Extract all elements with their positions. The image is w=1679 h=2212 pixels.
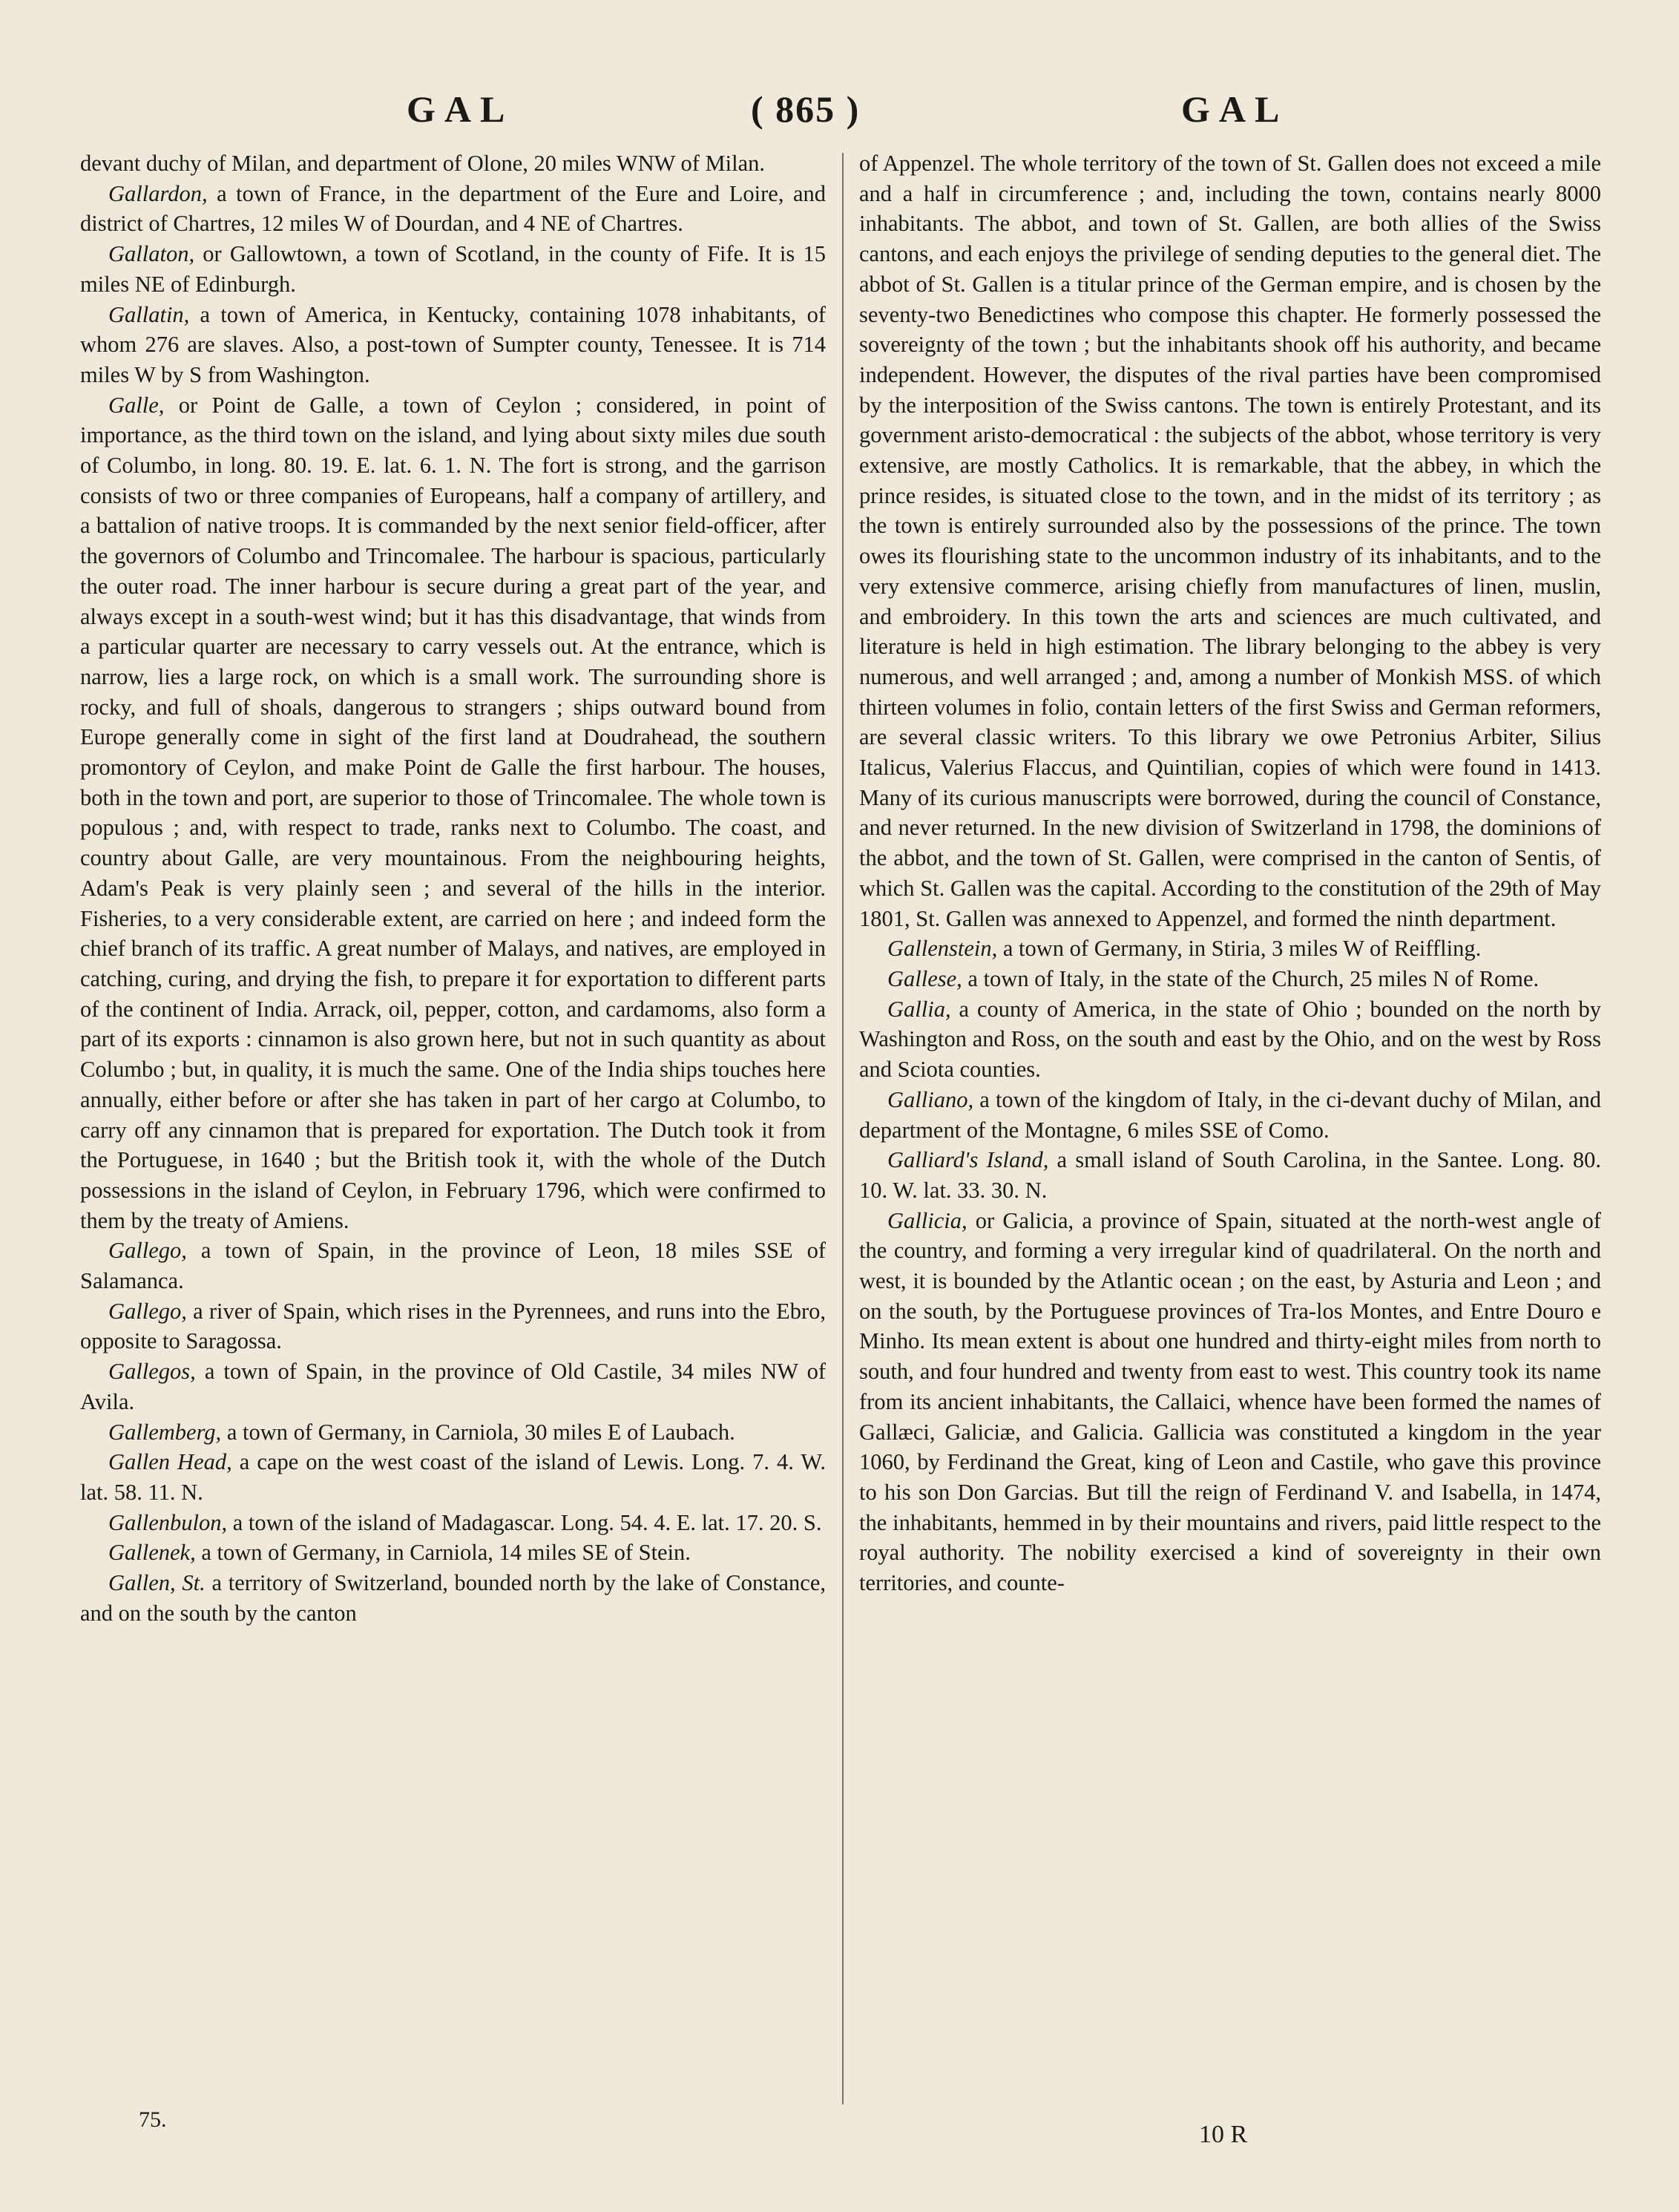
entry-text: a river of Spain, which rises in the Pyrennees, and runs into the Ebro, opposite to Saragossa.	[80, 1298, 826, 1354]
gazetteer-entry	[859, 1145, 1601, 1205]
entry-headword: Galliard's Island,	[887, 1147, 1049, 1173]
entry-text: or Gallowtown, a town of Scotland, in the county of Fife. It is 15 miles NE of Edinburgh.	[80, 241, 826, 297]
gazetteer-entry	[80, 179, 826, 239]
entry-headword: Gallemberg,	[108, 1419, 222, 1445]
entry-headword: Gallego,	[108, 1298, 187, 1324]
entry-text: a town of Italy, in the state of the Church, 25 miles N of Rome.	[962, 965, 1540, 991]
running-header	[0, 88, 1679, 140]
entry-text: a town of Germany, in Carniola, 14 miles SE of Stein.	[195, 1540, 691, 1566]
gazetteer-entry	[80, 1417, 826, 1448]
entry-text: or Galicia, a province of Spain, situated at the north-west angle of the country, and forming a very irregular kind of quadrilateral. On the north and west, it is bounded by the Atlantic ocean ; on the east, by Asturia and Leon ; and on the south, by the Portuguese provinces of Tra-los Montes, and Entre Douro e Minho. Its mean extent is about one hundred and thirty-eight miles from north to south, and four hundred and twenty from east to west. This country took its name from its ancient inhabitants, the Callaici, whence have been formed the names of Gallæci, Galiciæ, and Galicia. Gallicia was constituted a kingdom in the year 1060, by Ferdinand the Great, king of Leon and Castile, who gave this province to his son Don Garcias. But till the reign of Ferdinand V. and Isabella, in 1474, the inhabitants, hemmed in by their mountains and rivers, paid little respect to the royal authority. The nobility exercised a kind of sovereignty in their own territories, and counte-	[859, 1207, 1601, 1596]
gazetteer-entry	[80, 239, 826, 299]
entry-headword: Gallardon,	[108, 180, 208, 206]
gazetteer-entry	[80, 1447, 826, 1507]
entry-headword: Gallaton,	[108, 241, 195, 267]
entry-headword: Gallese,	[887, 965, 962, 991]
entry-text: a town of America, in Kentucky, containing 1078 inhabitants, of whom 276 are slaves. Also, a post-town of Sumpter county, Tenessee. It is 714 miles W by S from Washington.	[80, 301, 826, 387]
entry-headword: Gallego,	[108, 1238, 187, 1264]
column-divider	[842, 153, 844, 2104]
entry-headword: Gallenstein,	[887, 936, 998, 962]
entry-headword: Gallen Head,	[108, 1449, 232, 1475]
entry-text: of Appenzel. The whole territory of the town of St. Gallen does not exceed a mile and a half in circumference ; and, including the town, contains nearly 8000 inhabitants. The abbot, and town of St. Gallen, are both allies of the Swiss cantons, and each enjoys the privilege of sending deputies to the general diet. The abbot of St. Gallen is a titular prince of the German empire, and is chosen by the seventy-two Benedictines who compose this chapter. He formerly possessed the sovereignty of the town ; but the inhabitants shook off his authority, and became independent. However, the disputes of the rival parties have been compromised by the interposition of the Swiss cantons. The town is entirely Protestant, and its government aristo-democratical : the subjects of the abbot, whose territory is very extensive, are mostly Catholics. It is remarkable, that the abbey, in which the prince resides, is situated close to the town, and in the midst of its territory ; as the town is entirely surrounded also by the possessions of the prince. The town owes its flourishing state to the uncommon industry of its inhabitants, and to the very extensive commerce, arising chiefly from manufactures of linen, muslin, and embroidery. In this town the arts and sciences are much cultivated, and literature is held in high estimation. The library belonging to the abbey is very numerous, and well arranged ; and, among a number of Monkish MSS. of which thirteen volumes in folio, contain letters of the first Swiss and German reformers, are several classic writers. To this library we owe Petronius Arbiter, Silius Italicus, Valerius Flaccus, and Quintilian, copies of which were found in 1413. Many of its curious manuscripts were borrowed, during the council of Constance, and never returned. In the new division of Switzerland in 1798, the dominions of the abbot, and the town of St. Gallen, were comprised in the canton of Sentis, of which St. Gallen was the capital. According to the constitution of the 29th of May 1801, St. Gallen was annexed to Appenzel, and formed the ninth department.	[859, 151, 1601, 931]
gazetteer-entry	[859, 994, 1601, 1085]
gazetteer-entry	[80, 300, 826, 390]
left-column	[80, 148, 826, 2137]
gazetteer-entry	[80, 1296, 826, 1356]
gazetteer-entry	[80, 390, 826, 1236]
entry-text: a cape on the west coast of the island of Lewis. Long. 7. 4. W. lat. 58. 11. N.	[80, 1449, 826, 1505]
entry-text: a town of Germany, in Stiria, 3 miles W of Reiffling.	[997, 936, 1482, 962]
entry-headword: Gallenbulon,	[108, 1509, 228, 1535]
gazetteer-entry	[859, 148, 1601, 933]
entry-text: a county of America, in the state of Ohio ; bounded on the north by Washington and Ross, on the south and east by the Ohio, and on the west by Ross and Sciota counties.	[859, 996, 1601, 1083]
entry-headword: Galle,	[108, 392, 165, 418]
entry-headword: Gallegos,	[108, 1359, 196, 1385]
entry-headword: Gallen, St.	[108, 1570, 206, 1596]
entry-headword: Gallia,	[887, 996, 951, 1022]
entry-text: a town of Spain, in the province of Old Castile, 34 miles NW of Avila.	[80, 1359, 826, 1414]
entry-text: a town of the island of Madagascar. Long. 54. 4. E. lat. 17. 20. S.	[227, 1509, 822, 1535]
right-column	[859, 148, 1601, 2137]
entry-text: a small island of South Carolina, in the Santee. Long. 80. 10. W. lat. 33. 30. N.	[859, 1147, 1601, 1203]
entry-headword: Gallicia,	[887, 1207, 967, 1233]
gazetteer-entry	[80, 1356, 826, 1417]
gazetteer-entry	[80, 1235, 826, 1296]
gazetteer-entry	[859, 964, 1601, 994]
gazetteer-entry	[80, 1568, 826, 1628]
page-number: ( 865 )	[751, 88, 861, 130]
entry-headword: Gallatin,	[108, 301, 190, 327]
gazetteer-entry	[80, 1508, 826, 1538]
entry-headword: Galliano,	[887, 1086, 974, 1112]
gazetteer-entry	[859, 1206, 1601, 1598]
entry-text: or Point de Galle, a town of Ceylon ; considered, in point of importance, as the third town on the island, and lying about sixty miles due south of Columbo, in long. 80. 19. E. lat. 6. 1. N. The fort is strong, and the garrison consists of two or three companies of Europeans, half a company of artillery, and a battalion of native troops. It is commanded by the next senior field-officer, after the governors of Columbo and Trincomalee. The harbour is spacious, particularly the outer road. The inner harbour is secure during a great part of the year, and always except in a south-west wind; but it has this disadvantage, that winds from a particular quarter are necessary to carry vessels out. At the entrance, which is narrow, lies a large rock, on which is a small work. The surrounding shore is rocky, and full of shoals, dangerous to strangers ; ships outward bound from Europe generally come in sight of the first land at Doudrahead, the southern promontory of Ceylon, and make Point de Galle the first harbour. The houses, both in the town and port, are superior to those of Trincomalee. The whole town is populous ; and, with respect to trade, ranks next to Columbo. The coast, and country about Galle, are very mountainous. From the neighbouring heights, Adam's Peak is very plainly seen ; and several of the hills in the interior. Fisheries, to a very considerable extent, are carried on here ; and indeed form the chief branch of its traffic. A great number of Malays, and natives, are employed in catching, curing, and drying the fish, to prepare it for exportation to different parts of the continent of India. Arrack, oil, pepper, cotton, and cardamoms, also form a part of its exports : cinnamon is also grown here, but not in such quantity as about Columbo ; but, in quality, it is much the same. One of the India ships touches here annually, either before or after she has taken in part of her cargo at Columbo, to carry off any cinnamon that is prepared for exportation. The Dutch took it from the Portuguese, in 1640 ; but the British took it, with the whole of the Dutch possessions in the island of Ceylon, in February 1796, which were confirmed to them by the treaty of Amiens.	[80, 392, 826, 1233]
signature-mark-right: 10 R	[1199, 2121, 1248, 2148]
gazetteer-entry	[859, 1085, 1601, 1145]
signature-mark-left: 75.	[139, 2107, 167, 2132]
header-right-guide-word: GAL	[1181, 88, 1289, 130]
entry-text: devant duchy of Milan, and department of Olone, 20 miles WNW of Milan.	[80, 151, 765, 176]
entry-text: a town of Germany, in Carniola, 30 miles E of Laubach.	[221, 1419, 735, 1445]
entry-text: a town of the kingdom of Italy, in the ci-devant duchy of Milan, and department of the Montagne, 6 miles SSE of Como.	[859, 1086, 1601, 1143]
entry-text: a town of France, in the department of the Eure and Loire, and district of Chartres, 12 miles W of Dourdan, and 4 NE of Chartres.	[80, 180, 826, 237]
gazetteer-entry	[859, 933, 1601, 964]
gazetteer-entry	[80, 1537, 826, 1568]
entry-text: a territory of Switzerland, bounded north by the lake of Constance, and on the south by the canton	[80, 1570, 826, 1626]
entry-text: a town of Spain, in the province of Leon, 18 miles SSE of Salamanca.	[80, 1238, 826, 1294]
entry-headword: Gallenek,	[108, 1540, 196, 1566]
header-left-guide-word: GAL	[407, 88, 514, 130]
gazetteer-entry	[80, 148, 826, 179]
